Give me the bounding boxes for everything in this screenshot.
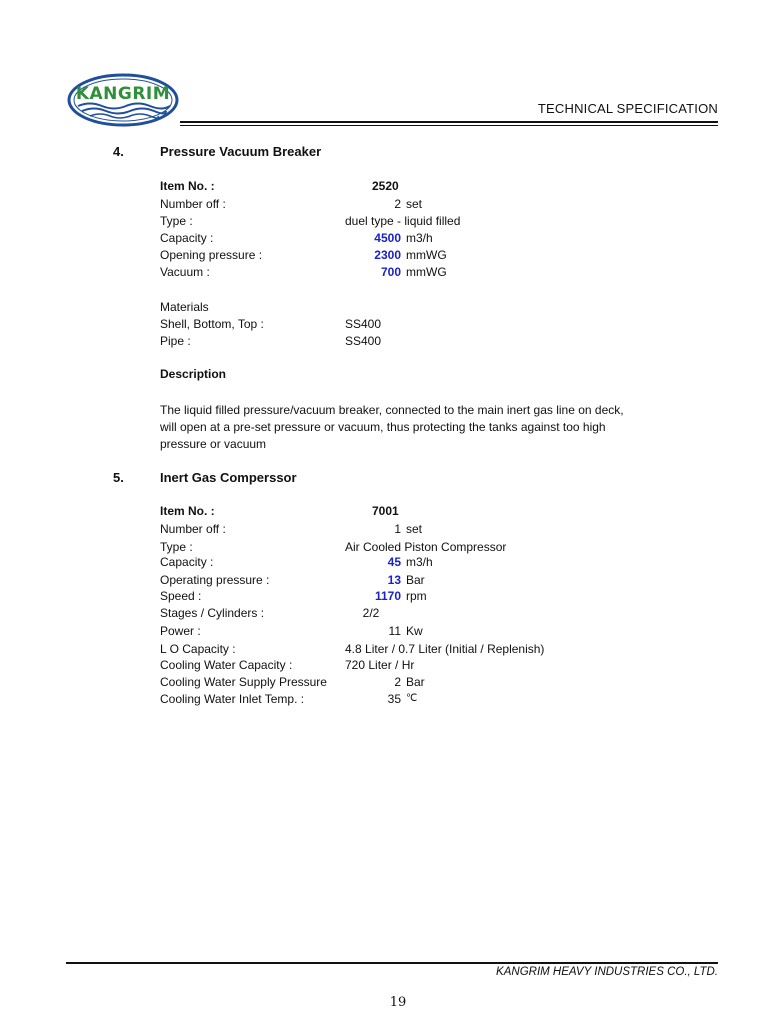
header-divider-thin (180, 125, 718, 126)
section-title: Inert Gas Comperssor (160, 470, 297, 485)
spec-value: 45 (387, 555, 401, 569)
spec-label: Operating pressure : (160, 573, 270, 587)
spec-unit: rpm (406, 589, 427, 603)
spec-text: 720 Liter / Hr (345, 658, 415, 672)
footer-divider (66, 962, 718, 964)
svg-text:KANGRIM: KANGRIM (75, 84, 171, 104)
material-value: SS400 (345, 317, 382, 331)
spec-label: Cooling Water Inlet Temp. : (160, 692, 305, 706)
spec-label: Type : (160, 214, 193, 228)
spec-unit: mmWG (406, 265, 447, 279)
spec-unit: Bar (406, 675, 425, 689)
spec-label: Type : (160, 540, 193, 554)
header-divider (180, 121, 718, 123)
spec-label: Power : (160, 624, 201, 638)
footer-company-name: KANGRIM HEAVY INDUSTRIES CO., LTD. (496, 966, 718, 978)
spec-unit: ℃ (406, 693, 418, 704)
description-paragraph (160, 402, 680, 453)
spec-unit: mmWG (406, 248, 447, 262)
spec-label: Number off : (160, 522, 226, 536)
spec-label: Capacity : (160, 231, 214, 245)
spec-value: 2/2 (362, 606, 380, 620)
material-value: SS400 (345, 334, 382, 348)
section-number: 5. (113, 470, 124, 485)
spec-value: 35 (387, 692, 401, 706)
spec-text: duel type - liquid filled (345, 214, 461, 228)
spec-value: 1 (394, 522, 401, 536)
spec-value: 13 (387, 573, 401, 587)
spec-value: 11 (388, 624, 401, 638)
spec-text: 4.8 Liter / 0.7 Liter (Initial / Replenish) (345, 642, 545, 656)
logo-graphic (66, 72, 180, 128)
spec-label: Cooling Water Capacity : (160, 658, 293, 672)
material-label: Pipe : (160, 334, 191, 348)
spec-label: L O Capacity : (160, 642, 236, 656)
spec-label: Stages / Cylinders : (160, 606, 265, 620)
description-line: pressure or vacuum (160, 437, 267, 451)
spec-value: 2 (394, 675, 401, 689)
spec-unit: set (406, 522, 423, 536)
spec-value: 700 (380, 265, 401, 279)
item-number-value: 2520 (372, 179, 399, 193)
spec-unit: m3/h (406, 555, 433, 569)
materials-heading: Materials (160, 300, 209, 314)
spec-unit: set (406, 197, 423, 211)
spec-unit: Kw (406, 624, 423, 638)
spec-label: Vacuum : (160, 265, 210, 279)
document-title: TECHNICAL SPECIFICATION (537, 101, 718, 116)
description-line: will open at a pre-set pressure or vacuum, thus protecting the tanks against too high (160, 420, 606, 434)
spec-label: Capacity : (160, 555, 214, 569)
spec-label: Number off : (160, 197, 226, 211)
material-label: Shell, Bottom, Top : (160, 317, 264, 331)
description-heading: Description (160, 367, 227, 381)
item-number-label: Item No. : (160, 179, 215, 193)
page-number: 19 (389, 995, 407, 1010)
spec-value: 2300 (374, 248, 401, 262)
kangrim-logo (66, 72, 180, 128)
spec-value: 4500 (374, 231, 401, 245)
spec-label: Opening pressure : (160, 248, 263, 262)
item-number-value: 7001 (372, 504, 399, 518)
spec-text: Air Cooled Piston Compressor (345, 540, 507, 554)
spec-unit: Bar (406, 573, 425, 587)
spec-unit: m3/h (406, 231, 433, 245)
spec-label: Cooling Water Supply Pressure (160, 675, 327, 689)
spec-label: Speed : (160, 589, 202, 603)
section-number: 4. (113, 144, 124, 159)
section-title: Pressure Vacuum Breaker (160, 144, 322, 159)
spec-value: 1170 (374, 589, 401, 603)
spec-value: 2 (394, 197, 401, 211)
description-line: The liquid filled pressure/vacuum breaker, connected to the main inert gas line on deck, (160, 403, 624, 417)
item-number-label: Item No. : (160, 504, 215, 518)
